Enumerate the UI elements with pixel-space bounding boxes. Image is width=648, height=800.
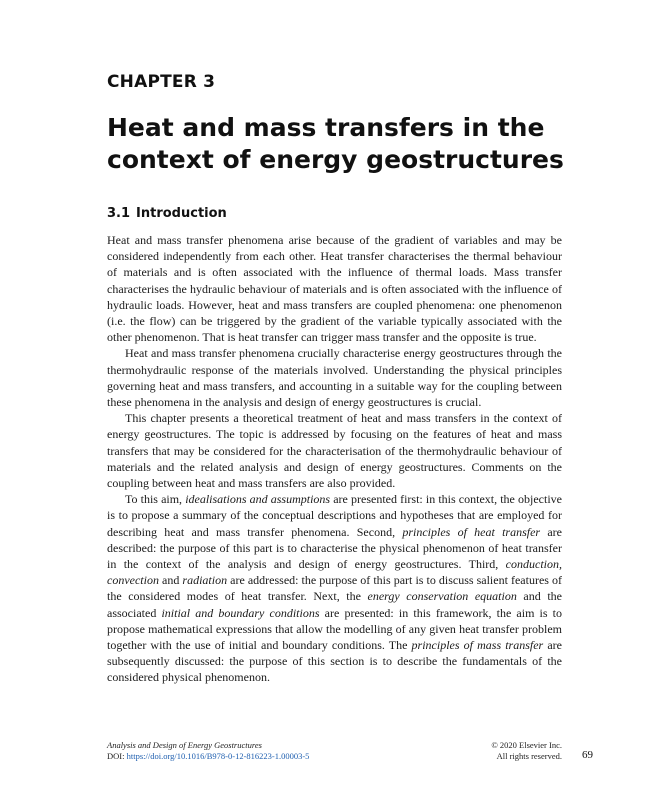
paragraph-3: This chapter presents a theoretical treatment of heat and mass transfers in the context of energy geostructures. The topic is addressed by focusing on the features of heat and mass transfers that may be considered for the characterisation of the thermohydraulic behaviour of materials and the related analysis and design of energy geostructures. Comments on the coupling between heat and mass transfers are also provided. xyxy=(107,411,562,491)
copyright-text: © 2020 Elsevier Inc. xyxy=(491,740,562,750)
paragraph-4-text: are presented first: in this context, the objective is to propose a summary of the conceptual descriptions and hypotheses that are employed for describing heat and mass transfer phenomena. Second, xyxy=(107,492,562,539)
section-title: Introduction xyxy=(136,206,227,221)
paragraph-4-text: are addressed: the purpose of this part is to discuss salient features of the considered modes of heat transfer. Next, the xyxy=(107,573,562,604)
chapter-title: Heat and mass transfers in the context of energy geostructures xyxy=(107,113,564,174)
paragraph-2: Heat and mass transfer phenomena crucially characterise energy geostructures through the thermohydraulic response of the materials involved. Understanding the physical principles governing heat and mass transfers, and accounting in a suitable way for the coupling between these phenomena in the analysis and design of energy geostructures is crucial. xyxy=(107,346,562,410)
paragraph-4-text: are described: the purpose of this part is to characterise the physical phenomenon of heat transfer in the context of the analysis and design of energy geostructures. Third, xyxy=(107,524,562,572)
paragraph-4-text: To this aim, xyxy=(125,492,186,507)
footer-copyright xyxy=(486,740,562,762)
emphasis-term: principles of mass transfer xyxy=(411,638,544,653)
rights-text: All rights reserved. xyxy=(496,751,562,761)
paragraph-1: Heat and mass transfer phenomena arise because of the gradient of variables and may be considered independently from each other. Heat transfer characterises the thermal behaviour of materials and is often associated with the influence of thermal loads. Mass transfer characterises the hydraulic behaviour of materials and is often associated with the influence of hydraulic loads. However, heat and mass transfers are coupled phenomena: one phenomenon (i.e. the flow) can be triggered by the gradient of the variable typically associated with the other phenomenon. That is heat transfer can trigger mass transfer and the opposite is true. xyxy=(107,233,562,345)
book-title: Analysis and Design of Energy Geostructures xyxy=(107,740,262,750)
body-text xyxy=(107,232,562,686)
paragraph-4-text: and xyxy=(158,573,183,588)
emphasis-term: radiation xyxy=(182,573,228,588)
emphasis-term: idealisations and assumptions xyxy=(185,492,331,507)
page-number: 69 xyxy=(582,749,593,761)
doi-label: DOI: xyxy=(107,751,127,761)
section-heading xyxy=(107,206,227,221)
doi-link[interactable]: https://doi.org/10.1016/B978-0-12-816223-1.00003-5 xyxy=(126,751,310,761)
paragraph-4 xyxy=(107,491,562,685)
paragraph-4-text: are subsequently discussed: the purpose of this section is to describe the fundamentals of the considered physical phenomenon. xyxy=(107,638,562,685)
paragraph-4-text: and the associated xyxy=(107,589,562,620)
chapter-label: CHAPTER 3 xyxy=(107,72,216,92)
footer-citation xyxy=(107,740,309,762)
emphasis-term: initial and boundary conditions xyxy=(161,605,320,620)
emphasis-term: conduction, convection xyxy=(107,557,562,588)
paragraph-4-text: are presented: in this framework, the aim is to propose mathematical expressions that allow the modelling of any given heat transfer problem together with the use of initial and boundary conditions. The xyxy=(107,605,563,653)
emphasis-term: energy conservation equation xyxy=(367,589,517,604)
section-number: 3.1 xyxy=(107,206,131,221)
emphasis-term: principles of heat transfer xyxy=(402,524,541,539)
